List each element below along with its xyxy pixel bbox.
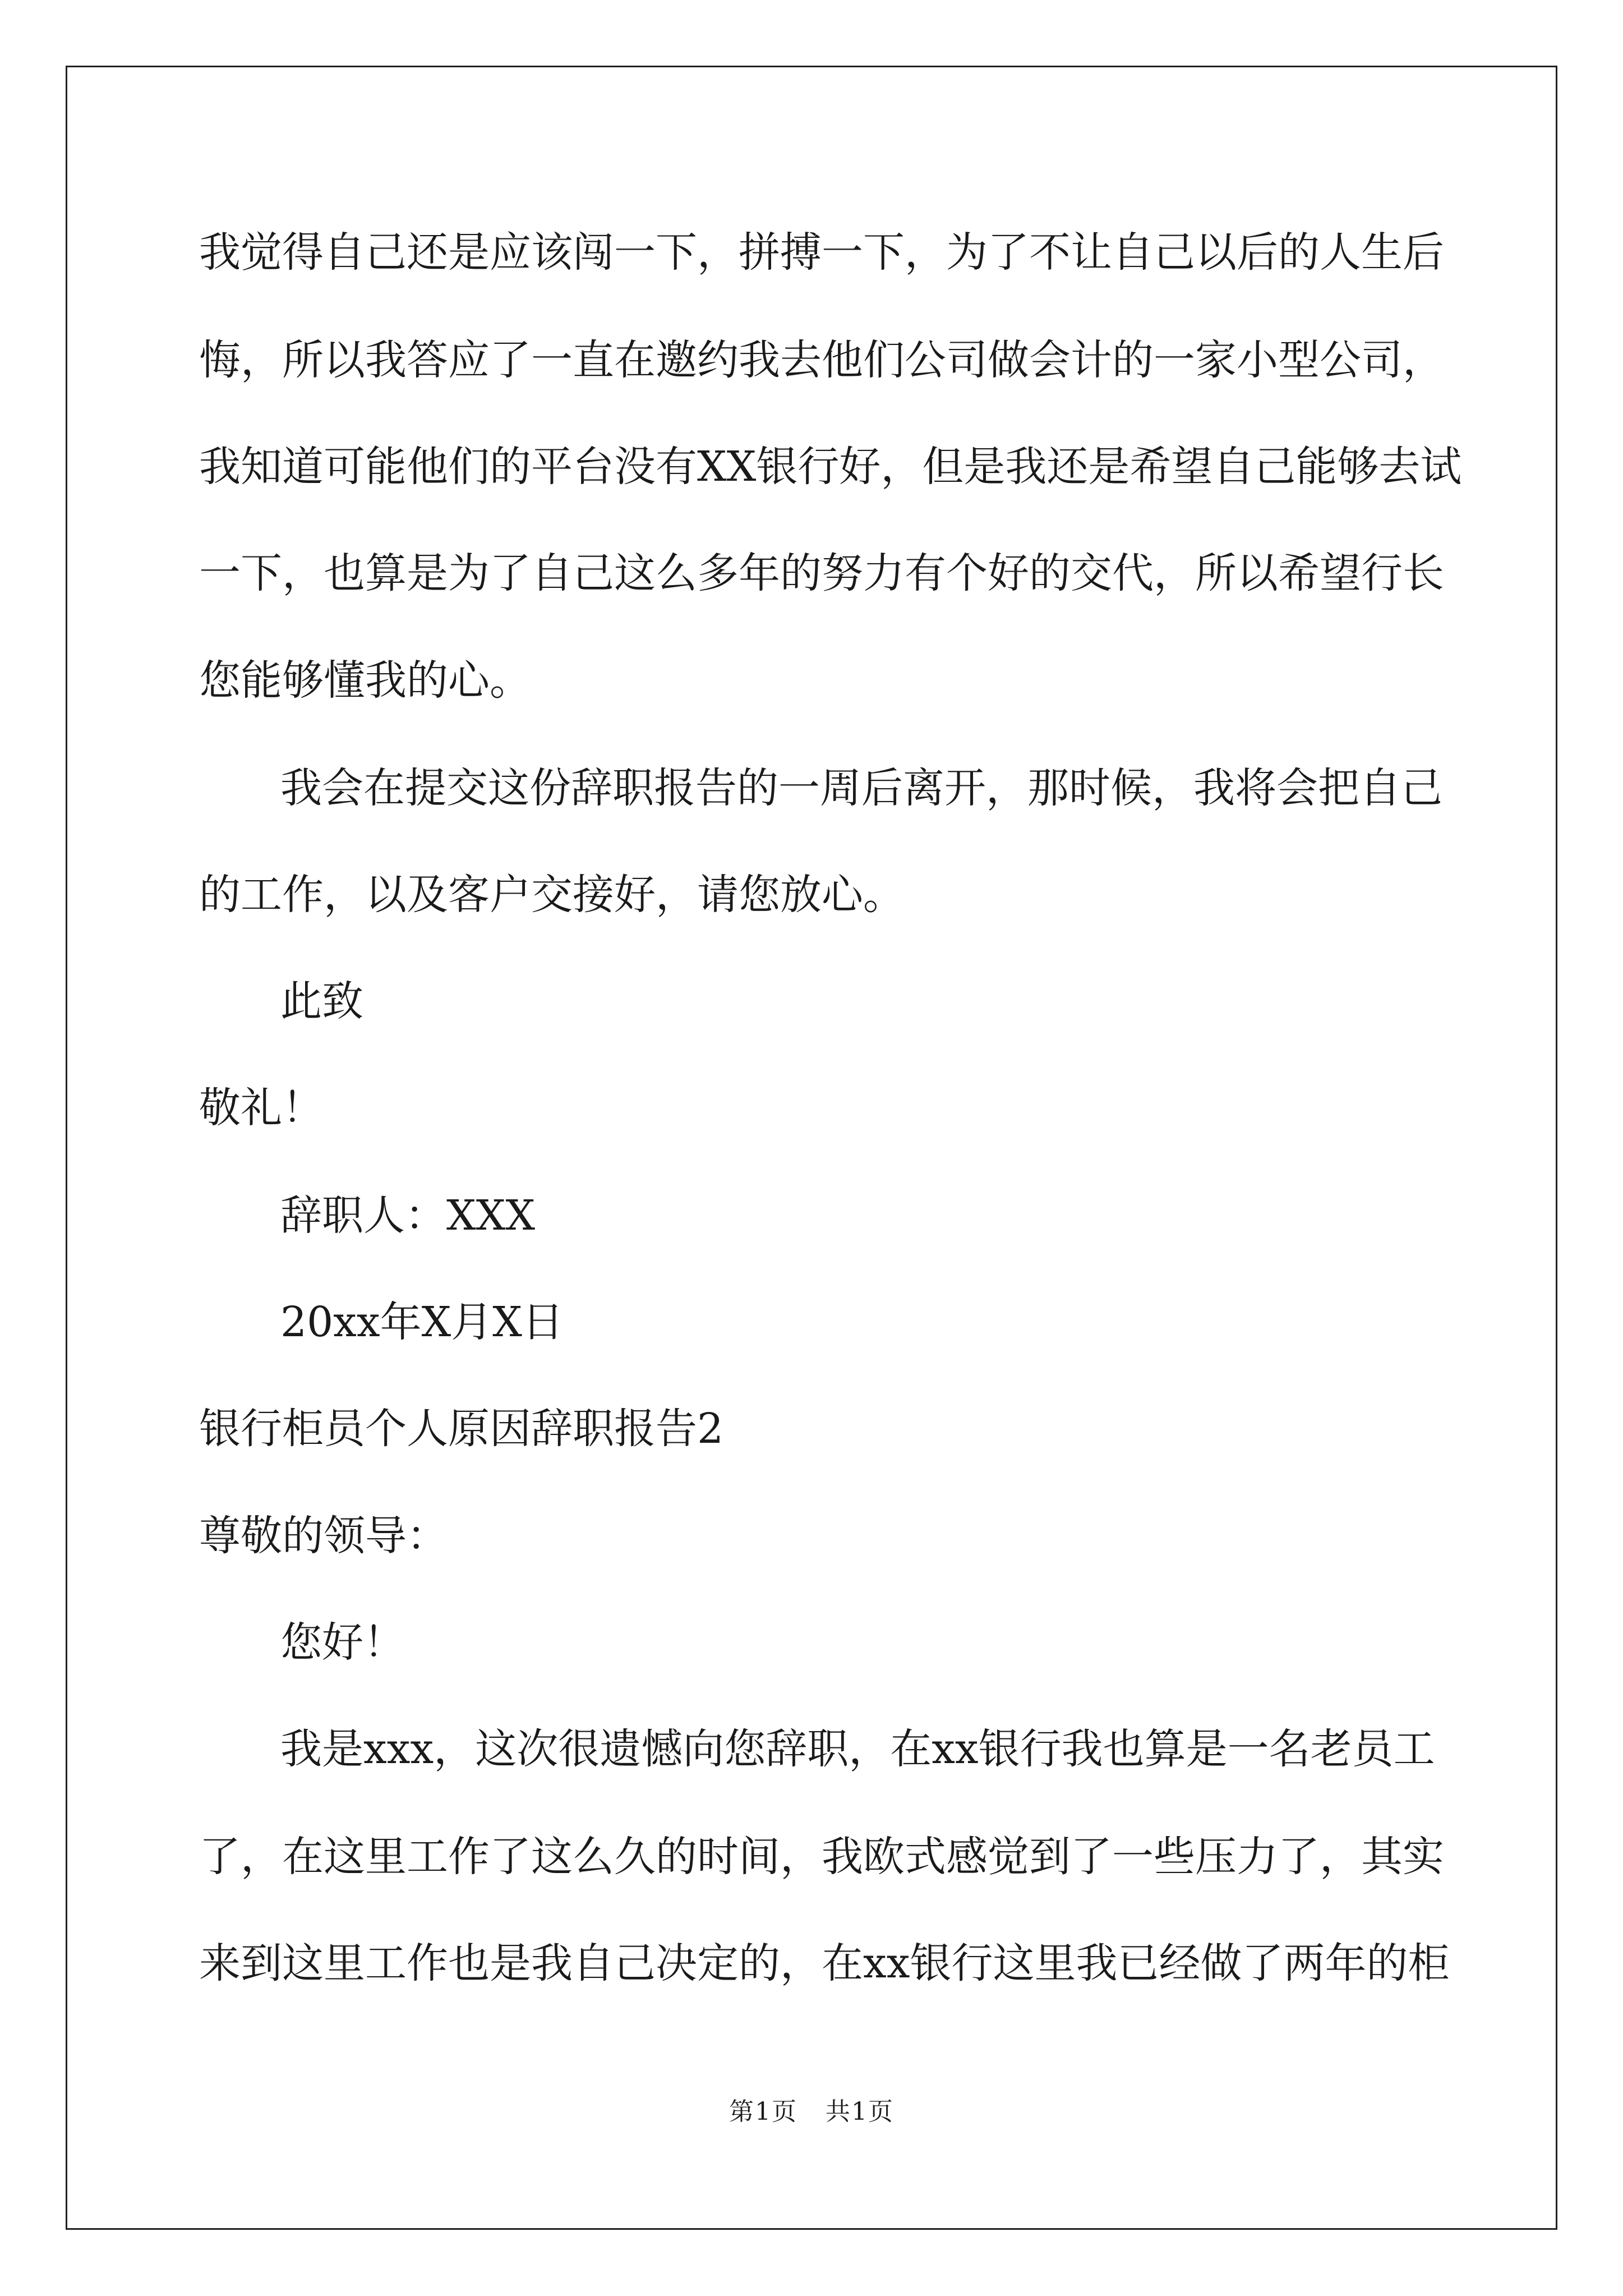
section-title: 银行柜员个人原因辞职报告2 <box>199 1405 724 1453</box>
signature: 辞职人：XXX <box>280 1191 536 1240</box>
paragraph-line: 来到这里工作也是我自己决定的，在xx银行这里我已经做了两年的柜 <box>199 1939 1450 1987</box>
page-number: 第1页 <box>729 2097 797 2126</box>
page-total: 共1页 <box>826 2097 894 2126</box>
paragraph-line: 我是xxx，这次很遗憾向您辞职，在xx银行我也算是一名老员工 <box>280 1725 1435 1773</box>
closing-regards: 敬礼！ <box>199 1084 324 1132</box>
paragraph-line: 悔，所以我答应了一直在邀约我去他们公司做会计的一家小型公司， <box>199 336 1444 384</box>
page-footer <box>0 2095 1623 2129</box>
paragraph-line: 的工作，以及客户交接好，请您放心。 <box>199 871 905 919</box>
page-border <box>66 66 1557 2230</box>
date: 20xx年X月X日 <box>280 1298 564 1346</box>
closing-salutation: 此致 <box>280 977 363 1025</box>
paragraph-line: 我知道可能他们的平台没有XX银行好，但是我还是希望自己能够去试 <box>199 443 1462 491</box>
greeting: 您好！ <box>280 1618 405 1667</box>
paragraph-line: 了，在这里工作了这么久的时间，我欧式感觉到了一些压力了，其实 <box>199 1833 1444 1881</box>
paragraph-line: 我觉得自己还是应该闯一下，拼搏一下，为了不让自己以后的人生后 <box>199 228 1444 277</box>
paragraph-line: 我会在提交这份辞职报告的一周后离开，那时候，我将会把自己 <box>280 764 1442 812</box>
addressee: 尊敬的领导： <box>199 1512 448 1560</box>
paragraph-line: 一下，也算是为了自己这么多年的努力有个好的交代，所以希望行长 <box>199 549 1444 597</box>
paragraph-line: 您能够懂我的心。 <box>199 656 531 705</box>
